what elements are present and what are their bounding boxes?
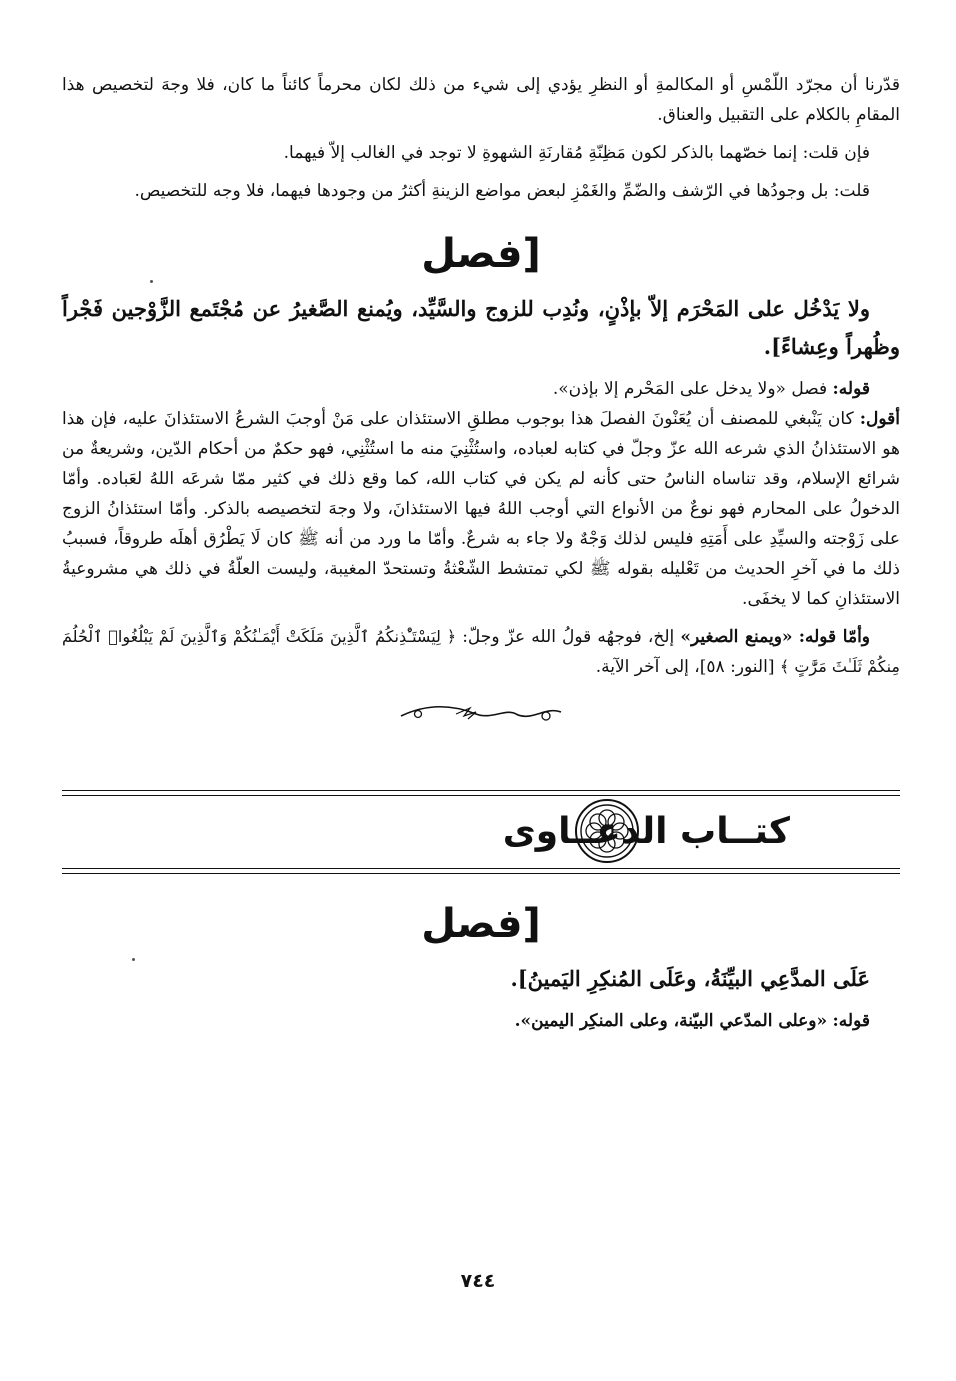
section-heading-fasl xyxy=(62,228,900,280)
book-title: كتــاب الدعــاوى xyxy=(502,811,790,852)
reply-paragraph: قلت: بل وجودُها في الرّشف والضّمِّ والغَمْزِ لبعض مواضع الزينةِ أكثرُ من وجودها فيهما، فلا وجه للتخصيص. xyxy=(134,181,870,201)
quran-ayah: ﴿ لِيَسْتَـْٔذِنكُمُ ٱلَّذِينَ مَلَكَتْ أَيْمَـٰنُكُمْ وَٱلَّذِينَ لَمْ يَبْلُغُوا۟ ٱلْحُلُمَ مِنكُمْ ثَلَـٰثَ مَرَّٰتٍ ﴾ xyxy=(62,627,900,676)
ornament-flourish-icon xyxy=(396,702,566,726)
page-number: ٧٤٤ xyxy=(460,1270,496,1292)
wa-amma-label: وأمّا قوله: xyxy=(798,627,871,647)
section-heading-fasl-2 xyxy=(62,898,900,950)
wa-amma-quote: «ويمنع الصغير» xyxy=(680,627,793,647)
aqulu-text: كان يَنْبغي للمصنف أن يُعَنْونَ الفصلَ هذا بوجوب مطلقِ الاستئذان على مَنْ أوجبَ الشرعُ الاستئذانَ عليه، فإن هذا هو الاستئذانُ الذي شرعه الله عزّ وجلّ في كتابه لعباده، واستُثْنِيَ منه ما استُثْنِي، فهو حكمٌ من أحكام الدّين، وشريعةٌ من شرائع الإسلام، وقد تناساه الناسُ حتى كأنه لم يكن في كتاب الله، كما وقع ذلك في كثير ممّا شرعَه اللهُ لعَباده. وأمّا الدخولُ على المحارم فهو نوعٌ من الأنواع التي أوجب اللهُ فيها الاستئذانَ، ولا وجهَ لتخصيصه بالذكر. وأمّا استئذانُ الزوج على زَوْجته والسيِّدِ على أَمَتِهِ فليس لذلك وَجْهٌ ولا جاء به شرعٌ. وأمّا ما ورد من أنه ﷺ كان لَا يَطْرُق أهلَه طروقاً، فسببُ ذلك ما في آخرِ الحديث من تَعْليله بقوله ﷺ لكي تمتشط الشّعْثةُ وتستحدّ المغيبة، وليست العلّةُ في ذلك هي مشروعيةُ الاستئذانِ كما لا يخفَى. xyxy=(62,409,900,609)
ornament-divider xyxy=(62,702,900,730)
banner-rule-bottom xyxy=(62,873,900,874)
aqulu-paragraph xyxy=(62,404,900,614)
ayah-reference: [النور: ٥٨]، إلى آخر الآية. xyxy=(595,657,775,677)
qawluhu-label-2: قوله: xyxy=(832,1011,870,1031)
fasl-heading: [فصل xyxy=(421,231,541,277)
qawluhu-text-2: «وعلى المدّعي البيّنة، وعلى المنكِر اليمين». xyxy=(514,1011,828,1031)
fasl-heading-2: [فصل xyxy=(421,901,541,947)
continuation-paragraph: قدّرنا أن مجرّد اللّمْسِ أو المكالمةِ أو النظرِ يؤدي إلى شيء من ذلك لكان محرماً كائناً ما كان، فلا وجهَ لتخصيص هذا المقامِ بالكلام على التقبيل والعناق. xyxy=(62,75,900,125)
banner-rule-top xyxy=(62,790,900,791)
aqulu-label: أقول: xyxy=(859,409,901,429)
wa-amma-text: إلخ، فوجهُه قولُ الله عزّ وجلّ: xyxy=(462,627,675,647)
banner-rule-bottom-inner xyxy=(62,868,900,869)
banner-rule-top-inner xyxy=(62,795,900,796)
qawluhu-label: قوله: xyxy=(832,379,870,399)
book-title-banner xyxy=(62,790,900,874)
qawluhu-paragraph xyxy=(62,374,900,404)
matn-text-2: عَلَى المدَّعِي البيِّنَةُ، وعَلَى المُنكِرِ اليَمينُ]. xyxy=(510,966,870,991)
qawluhu-paragraph-2 xyxy=(62,1006,900,1036)
matn-text: ولا يَدْخُل على المَحْرَم إلاّ بإذْنٍ، ونُدِب للزوج والسَّيِّد، ويُمنع الصَّغيرُ عن مُجْتَمع الزَّوْجين فَجْراً وظُهراً وعِشاءً]. xyxy=(62,296,900,359)
qawluhu-text: فصل «ولا يدخل على المَحْرم إلا بإذن». xyxy=(552,379,828,399)
wa-amma-paragraph xyxy=(62,622,900,682)
page-content xyxy=(62,70,900,1036)
scan-speck xyxy=(150,280,153,283)
scan-speck xyxy=(132,958,135,961)
objection-paragraph: فإن قلت: إنما خصّهما بالذكر لكون مَظِنّةِ مُقارنَةِ الشهوةِ لا توجد في الغالب إلاّ فيهما. xyxy=(283,143,870,163)
